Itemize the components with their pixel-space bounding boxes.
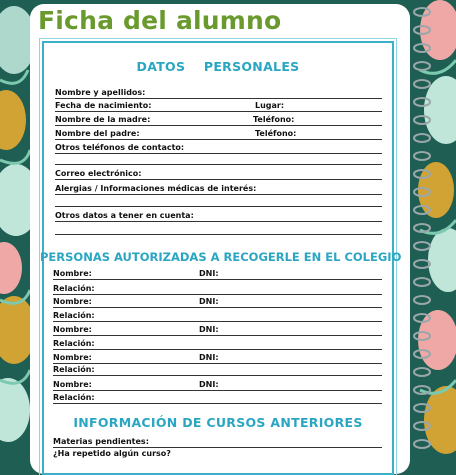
other-data-label: Otros datos a tener en cuenta:	[55, 211, 194, 220]
other-data-line[interactable]	[55, 234, 382, 235]
other-phones-line[interactable]	[55, 164, 382, 165]
authorized-dni-label: DNI:	[199, 353, 219, 362]
repeated-course-label: ¿Ha repetido algún curso?	[53, 449, 171, 458]
father-phone-label: Teléfono:	[255, 129, 297, 138]
authorized-relation-label: Relación:	[53, 393, 95, 402]
authorized-relation-field-2[interactable]	[53, 310, 382, 322]
mother-field[interactable]	[55, 114, 382, 126]
authorized-relation-field-4[interactable]	[53, 364, 382, 376]
authorized-name-label: Nombre:	[53, 353, 92, 362]
authorized-name-field-5[interactable]	[53, 379, 382, 391]
birth-field[interactable]	[55, 100, 382, 112]
authorized-name-label: Nombre:	[53, 325, 92, 334]
place-label: Lugar:	[255, 101, 285, 110]
authorized-relation-label: Relación:	[53, 284, 95, 293]
page-title: Ficha del alumno	[38, 6, 282, 35]
other-data-field[interactable]	[55, 210, 382, 222]
other-phones-field[interactable]	[55, 142, 382, 154]
pending-subjects-field[interactable]	[53, 436, 382, 448]
allergies-line[interactable]	[55, 206, 382, 207]
birth-label: Fecha de nacimiento:	[55, 101, 152, 110]
authorized-name-field-3[interactable]	[53, 324, 382, 336]
authorized-relation-label: Relación:	[53, 365, 95, 374]
authorized-relation-label: Relación:	[53, 311, 95, 320]
section-heading-personal: DATOS PERSONALES	[136, 59, 300, 74]
authorized-relation-label: Relación:	[53, 339, 95, 348]
authorized-name-field-1[interactable]	[53, 268, 382, 280]
mother-phone-label: Teléfono:	[253, 115, 295, 124]
authorized-name-field-4[interactable]	[53, 352, 382, 364]
allergies-label: Alergias / Informaciones médicas de interés:	[55, 184, 257, 193]
authorized-relation-field-3[interactable]	[53, 338, 382, 350]
authorized-dni-label: DNI:	[199, 380, 219, 389]
father-label: Nombre del padre:	[55, 129, 140, 138]
pending-subjects-label: Materias pendientes:	[53, 437, 149, 446]
authorized-name-label: Nombre:	[53, 297, 92, 306]
mother-label: Nombre de la madre:	[55, 115, 151, 124]
name-label: Nombre y apellidos:	[55, 88, 146, 97]
email-field[interactable]	[55, 168, 382, 180]
other-phones-label: Otros teléfonos de contacto:	[55, 143, 185, 152]
repeated-course-field[interactable]	[53, 448, 382, 459]
authorized-dni-label: DNI:	[199, 297, 219, 306]
name-field[interactable]	[55, 87, 382, 99]
authorized-name-label: Nombre:	[53, 269, 92, 278]
allergies-field[interactable]	[55, 183, 382, 195]
authorized-dni-label: DNI:	[199, 269, 219, 278]
email-label: Correo electrónico:	[55, 169, 142, 178]
authorized-relation-field-5[interactable]	[53, 392, 382, 404]
authorized-name-field-2[interactable]	[53, 296, 382, 308]
authorized-dni-label: DNI:	[199, 325, 219, 334]
authorized-relation-field-1[interactable]	[53, 283, 382, 295]
section-heading-authorized: PERSONAS AUTORIZADAS A RECOGERLE EN EL COLEGIO	[40, 250, 402, 264]
section-heading-previous: INFORMACIÓN DE CURSOS ANTERIORES	[73, 415, 363, 430]
father-field[interactable]	[55, 128, 382, 140]
spiral-binding	[412, 0, 448, 456]
authorized-name-label: Nombre:	[53, 380, 92, 389]
